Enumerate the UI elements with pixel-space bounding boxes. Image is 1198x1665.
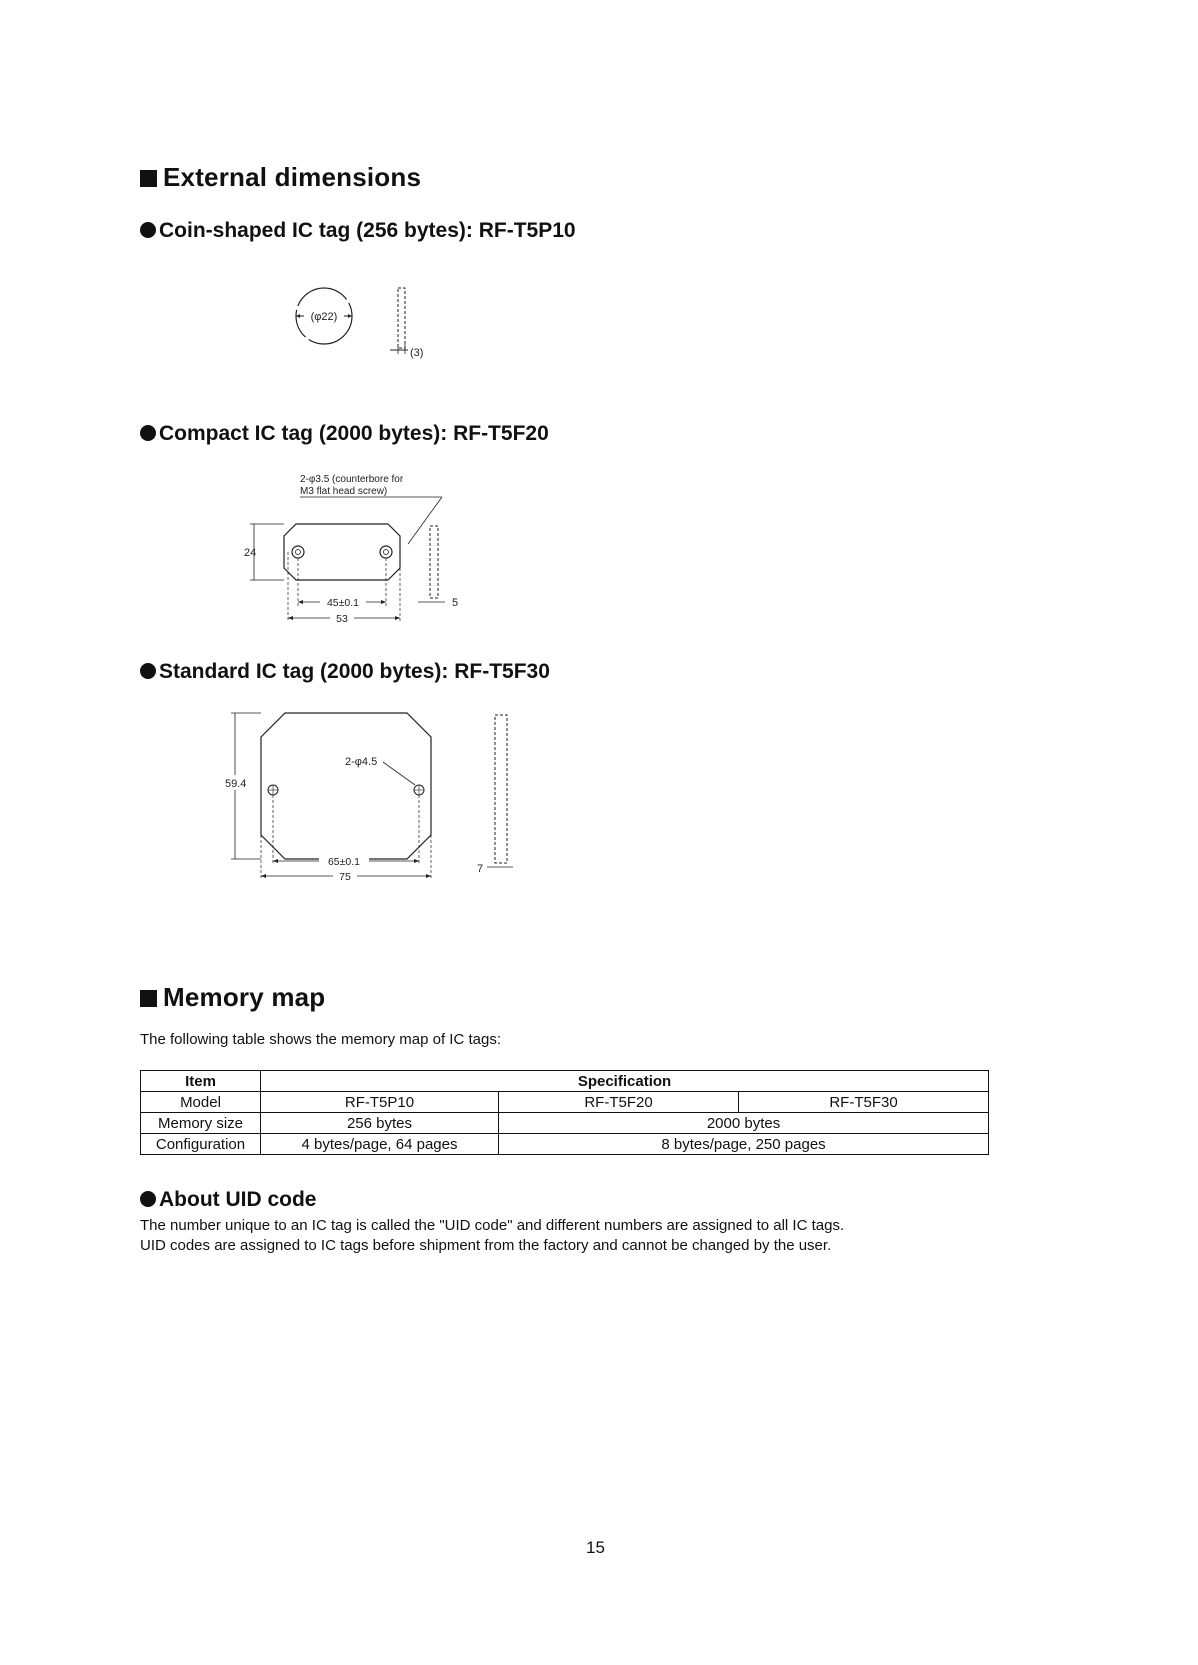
table-cell-label: Model [141,1092,261,1113]
table-row [141,1134,989,1155]
table-header-item: Item [141,1071,261,1092]
round-bullet-icon [140,1191,156,1207]
table-row [141,1113,989,1134]
standard-pitch-label: 65±0.1 [327,856,361,868]
table-header-specification: Specification [261,1071,989,1092]
uid-paragraph-line1: The number unique to an IC tag is called the "UID code" and different numbers are assigned to all IC tags. [140,1217,845,1234]
standard-side-view [495,715,507,863]
table-cell: RF-T5F30 [739,1092,989,1113]
round-bullet-icon [140,222,156,238]
standard-height-label: 59.4 [225,778,247,790]
standard-width-label: 75 [339,871,351,883]
compact-thickness-label: 5 [452,597,459,609]
page-number: 15 [586,1538,605,1557]
standard-tag-drawing [225,705,545,905]
memory-map-table [140,1070,989,1155]
standard-hole-label: 2-φ4.5 [345,756,378,768]
table-cell: 2000 bytes [499,1113,989,1134]
coin-thickness-label: (3) [410,347,424,359]
compact-hole-left [292,546,304,558]
compact-hole-note-line1: 2-φ3.5 (counterbore for [300,474,404,485]
compact-hole-note-line2: M3 flat head screw) [300,486,388,497]
compact-height-label: 24 [244,547,257,559]
standard-tag-outline [261,713,431,859]
square-bullet-icon [140,170,157,187]
compact-pitch-label: 45±0.1 [326,597,360,609]
table-cell-label: Configuration [141,1134,261,1155]
round-bullet-icon [140,425,156,441]
table-cell-label: Memory size [141,1113,261,1134]
compact-tag-drawing [240,470,500,640]
square-bullet-icon [140,990,157,1007]
compact-side-view [430,526,438,598]
table-row [141,1071,989,1092]
compact-tag-heading: Compact IC tag (2000 bytes): RF-T5F20 [140,422,549,446]
uid-heading: About UID code [140,1188,317,1212]
standard-thickness-label: 7 [477,863,484,875]
standard-tag-heading: Standard IC tag (2000 bytes): RF-T5F30 [140,660,550,684]
compact-tag-outline [284,524,400,580]
table-cell: 256 bytes [261,1113,499,1134]
round-bullet-icon [140,663,156,679]
memory-map-intro: The following table shows the memory map of IC tags: [140,1031,501,1048]
table-cell: 8 bytes/page, 250 pages [499,1134,989,1155]
coin-side-view [398,288,405,348]
compact-width-label: 53 [336,613,348,625]
coin-tag-drawing [280,282,440,382]
coin-diameter-label: (φ22) [310,311,338,323]
uid-paragraph-line2: UID codes are assigned to IC tags before shipment from the factory and cannot be changed by the user. [140,1237,832,1254]
table-cell: 4 bytes/page, 64 pages [261,1134,499,1155]
coin-tag-heading: Coin-shaped IC tag (256 bytes): RF-T5P10 [140,219,576,243]
table-cell: RF-T5F20 [499,1092,739,1113]
table-row [141,1092,989,1113]
compact-hole-right [380,546,392,558]
table-cell: RF-T5P10 [261,1092,499,1113]
section-title-memory-map: Memory map [140,982,325,1013]
section-title-external-dimensions: External dimensions [140,162,421,193]
